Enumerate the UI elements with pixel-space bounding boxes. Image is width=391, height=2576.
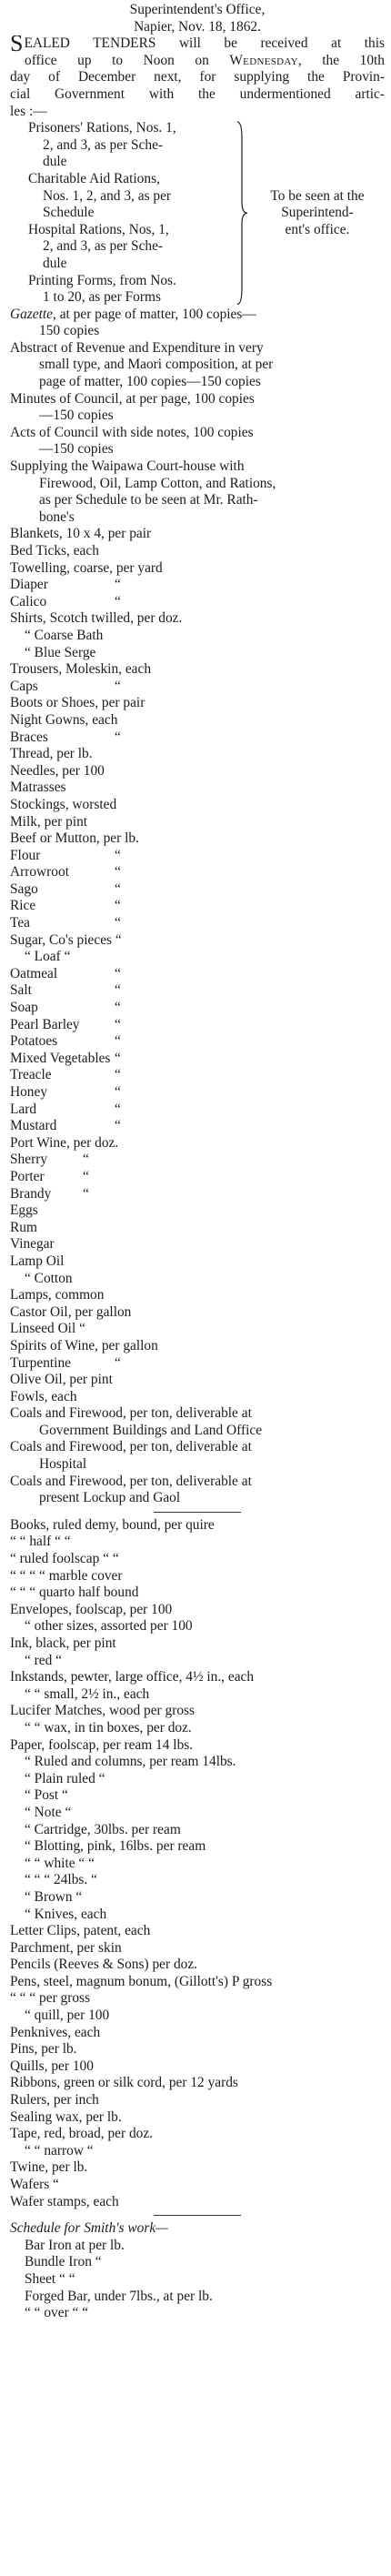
list-item-text: Books, ruled demy, bound, per quire (10, 1516, 215, 1533)
list-item-text: Lucifer Matches, wood per gross (10, 1703, 196, 1719)
ditto-mark: “ (115, 1101, 121, 1117)
ditto-mark: “ (115, 729, 121, 745)
list-item (10, 2075, 385, 2092)
ditto-mark: “ (115, 1354, 121, 1371)
section-divider (154, 1512, 241, 1513)
list-item (10, 1102, 385, 1119)
intro-line: cial Government with the undermentioned artic- (10, 86, 385, 102)
ditto-mark: “ (115, 864, 121, 880)
list-item-text: “ Loaf “ (25, 949, 71, 965)
bracket-item-line: Charitable Aid Rations, (28, 170, 160, 186)
list-item-text: Lamps, common (10, 1287, 105, 1303)
ditto-mark: “ (115, 678, 121, 694)
list-item-text: Towelling, coarse, per yard (10, 559, 163, 576)
intro-paragraph (10, 35, 385, 120)
list-item-text: Matrasses (10, 780, 66, 796)
list-item (10, 1771, 385, 1788)
list-item (10, 1822, 385, 1839)
list-item-text: Flour (10, 847, 41, 863)
list-item (10, 1534, 385, 1551)
list-item-text: —150 copies (39, 441, 114, 458)
list-item (10, 1202, 385, 1220)
ditto-mark: “ (115, 1067, 121, 1083)
list-item (10, 2007, 385, 2025)
bracket-item-line: 2, and 3, as per Sche- (43, 238, 164, 255)
bracket-left-column (28, 120, 234, 307)
list-item-text: “ Knives, each (25, 1906, 107, 1922)
list-item-text: Pencils (Reeves & Sons) per doz. (10, 1957, 198, 1973)
list-item (10, 1957, 385, 1974)
list-item (10, 661, 385, 679)
list-item (10, 949, 385, 966)
list-item-text: “ Note “ (25, 1804, 72, 1820)
list-item (10, 307, 385, 324)
list-item-text: 150 copies (39, 323, 100, 339)
list-item-text: “ Ruled and columns, per ream 14lbs. (25, 1754, 236, 1770)
list-item-text: Honey (10, 1084, 48, 1100)
list-item-text: Needles, per 100 (10, 762, 105, 779)
list-item (10, 594, 385, 611)
list-item (10, 2159, 385, 2177)
bracket-item-line: 1 to 20, as per Forms (43, 289, 161, 306)
ditto-mark: “ (115, 1000, 121, 1016)
list-item-text: Sealing wax, per lb. (10, 2108, 122, 2125)
list-item-text: Vinegar (10, 1236, 55, 1253)
list-item (10, 425, 385, 442)
list-item (10, 1669, 385, 1686)
list-item (10, 1220, 385, 1237)
list-item (10, 898, 385, 915)
list-item-text: Sherry (10, 1152, 48, 1168)
list-item (10, 1355, 385, 1373)
list-item (10, 1720, 385, 1737)
list-item (10, 1051, 385, 1068)
dateline: Napier, Nov. 18, 1862. (134, 18, 261, 35)
list-item (10, 1033, 385, 1051)
list-item (10, 441, 385, 458)
list-item-text: Caps (10, 678, 38, 694)
smith-schedule-list (10, 2238, 385, 2322)
list-item-text: “ Coarse Bath (25, 627, 104, 643)
list-item (10, 982, 385, 1000)
list-item-text: Boots or Shoes, per pair (10, 695, 145, 711)
list-item-text: “ “ “ quarto half bound (10, 1585, 139, 1601)
bracket-item-line: Schedule (43, 205, 95, 221)
list-item-text: Inkstands, pewter, large office, 4½ in., each (10, 1669, 255, 1685)
list-item-text: “ Brown “ (25, 1888, 83, 1905)
list-item (10, 695, 385, 712)
list-item-text: “ Blue Serge (25, 644, 96, 660)
list-item-text: Pins, per lb. (10, 2041, 77, 2058)
ditto-mark: “ (115, 847, 121, 863)
list-item (10, 797, 385, 814)
list-item-text: “ “ small, 2½ in., each (25, 1685, 150, 1702)
smith-item: Sheet “ “ (25, 2270, 75, 2287)
list-item (10, 323, 385, 340)
list-item (10, 966, 385, 983)
list-item-text: Acts of Council with side notes, 100 copies (10, 424, 254, 440)
list-item-text: Coals and Firewood, per ton, deliverable at (10, 1439, 252, 1455)
drop-cap: S (10, 35, 24, 53)
list-item-text: “ “ “ per gross (10, 1990, 91, 2007)
list-item-text: “ Blotting, pink, 16lbs. per ream (25, 1838, 206, 1855)
list-item (10, 830, 385, 848)
list-item (10, 1838, 385, 1856)
list-item-text: “ Plain ruled “ (25, 1770, 105, 1786)
list-item-text: “ “ white “ “ (25, 1855, 95, 1871)
list-item-text: Brandy (10, 1185, 52, 1202)
list-item (10, 1551, 385, 1568)
curly-brace-icon (234, 120, 250, 307)
list-item-text: Lamp Oil (10, 1253, 65, 1269)
list-item (10, 1169, 385, 1186)
intro-line: office up to Noon on Wednesday, the 10th (25, 52, 385, 68)
list-item (10, 679, 385, 696)
list-item (10, 1389, 385, 1406)
list-item-text: Sago (10, 880, 38, 897)
list-item (10, 915, 385, 932)
list-item (10, 763, 385, 780)
list-item (10, 1439, 385, 1456)
list-item-text: Firewood, Oil, Lamp Cotton, and Rations, (39, 475, 276, 491)
list-item (10, 712, 385, 730)
list-item-text: Treacle (10, 1067, 52, 1083)
list-item (10, 1186, 385, 1203)
list-item (10, 357, 385, 374)
list-item-text: “ “ narrow “ (25, 2142, 94, 2158)
intro-line: day of December next, for supplying the Provin- (10, 69, 385, 86)
provisions-list (10, 307, 385, 1507)
list-item-text: Hospital (39, 1456, 87, 1473)
list-item-text: “ “ “ 24lbs. “ (25, 1872, 97, 1888)
weekday-smallcaps: Wednesday (229, 52, 298, 68)
list-item (10, 2041, 385, 2058)
list-item (10, 1889, 385, 1907)
list-item-text: Soap (10, 1000, 38, 1016)
list-item (10, 509, 385, 527)
list-item (10, 1787, 385, 1805)
list-item-text: Arrowroot (10, 864, 69, 880)
bracket-note: ent's office. (285, 221, 350, 237)
list-item-text: Parchment, per skin (10, 1939, 122, 1956)
list-item-text: Shirts, Scotch twilled, per doz. (10, 610, 183, 627)
bracket-note: Superintend- (281, 205, 354, 221)
publication-name: Gazette (10, 306, 54, 322)
list-item (10, 1635, 385, 1653)
list-item-text: Coals and Firewood, per ton, deliverable at (10, 1405, 252, 1422)
list-item (10, 1686, 385, 1704)
list-item (10, 1474, 385, 1491)
list-item (10, 1990, 385, 2007)
list-item-text: Government Buildings and Land Office (39, 1422, 263, 1438)
list-item (10, 881, 385, 899)
section-divider (154, 2215, 241, 2216)
list-item-text: Thread, per lb. (10, 746, 93, 762)
smith-item: “ “ over “ “ (25, 2305, 89, 2321)
ditto-mark: “ (83, 1168, 89, 1184)
smith-schedule-heading: Schedule for Smith's work— (10, 2220, 168, 2237)
list-item-text: Ribbons, green or silk cord, per 12 yards (10, 2075, 238, 2091)
list-item (10, 1923, 385, 1940)
list-item (10, 492, 385, 509)
list-item-text: Wafers “ (10, 2177, 59, 2192)
bracket-item-line: 2, and 3, as per Sche- (43, 136, 164, 153)
list-item-text: “ Cotton (25, 1270, 73, 1286)
list-item (10, 1338, 385, 1355)
list-item (10, 1304, 385, 1322)
list-item-text: Mixed Vegetables (10, 1050, 111, 1066)
ditto-mark: “ (115, 982, 121, 999)
list-item-text: Sugar, Co's pieces “ (10, 931, 122, 948)
list-item-text: Pearl Barley (10, 1016, 80, 1032)
bracket-right-column (250, 120, 385, 307)
list-item (10, 476, 385, 493)
list-item (10, 1940, 385, 1957)
ditto-mark: “ (115, 1050, 121, 1066)
list-item (10, 2092, 385, 2109)
ditto-mark: “ (115, 593, 121, 609)
list-item-text: Blankets, 10 x 4, per pair (10, 526, 152, 542)
list-item-text: Penknives, each (10, 2024, 101, 2040)
list-item (10, 1118, 385, 1135)
list-item (10, 610, 385, 628)
stationery-list (10, 1517, 385, 2210)
list-item-text: Rum (10, 1219, 37, 1235)
list-item-text: “ Cartridge, 30lbs. per ream (25, 1821, 181, 1837)
list-item-text: Oatmeal (10, 965, 58, 981)
ditto-mark: “ (115, 898, 121, 914)
list-item (10, 746, 385, 763)
list-item-text: Port Wine, per doz. (10, 1134, 119, 1151)
list-item-text: “ other sizes, assorted per 100 (25, 1618, 193, 1635)
list-item (10, 1754, 385, 1771)
list-item (10, 374, 385, 391)
list-item (10, 2177, 385, 2194)
ditto-mark: “ (115, 1033, 121, 1050)
list-item (10, 2025, 385, 2042)
list-item (10, 1872, 385, 1889)
smith-item: Bar Iron at per lb. (25, 2237, 125, 2253)
list-item-text: , at per page of matter, 100 copies— (53, 306, 256, 322)
list-item-text: —150 copies (39, 408, 114, 424)
list-item-text: Linseed Oil “ (10, 1321, 85, 1337)
list-item (10, 408, 385, 425)
list-item (10, 628, 385, 645)
list-item-text: Calico (10, 593, 47, 609)
list-item-text: Quills, per 100 (10, 2058, 94, 2074)
list-item-text: Rice (10, 898, 36, 914)
bracket-item-line: Nos. 1, 2, and 3, as per (43, 187, 172, 204)
list-item-text: Milk, per pint (10, 813, 88, 830)
list-item-text: Olive Oil, per pint (10, 1372, 113, 1388)
list-item (10, 1271, 385, 1288)
list-item-text: Beef or Mutton, per lb. (10, 830, 139, 847)
list-item (10, 814, 385, 831)
list-item (10, 1287, 385, 1304)
list-item (10, 1703, 385, 1720)
list-item-text: Potatoes (10, 1033, 58, 1050)
list-item-text: Spirits of Wine, per gallon (10, 1337, 158, 1353)
list-item-text: Tea (10, 915, 30, 931)
list-item (10, 1084, 385, 1102)
smith-item: Forged Bar, under 7lbs., at per lb. (25, 2288, 213, 2304)
list-item-text: Abstract of Revenue and Expenditure in very (10, 339, 264, 356)
list-item (10, 1017, 385, 1034)
bracket-item-line: dule (43, 154, 67, 170)
list-item-text: Letter Clips, patent, each (10, 1923, 151, 1939)
list-item (10, 645, 385, 662)
list-item (10, 864, 385, 881)
list-item-text: present Lockup and Gaol (39, 1490, 181, 1506)
list-item-text: Trousers, Moleskin, each (10, 661, 152, 678)
list-item (10, 391, 385, 408)
list-item (10, 848, 385, 865)
list-item (10, 730, 385, 747)
list-item (10, 1253, 385, 1271)
list-item (10, 1152, 385, 1169)
list-item (10, 340, 385, 357)
bracket-item-line: Prisoners' Rations, Nos. 1, (28, 120, 176, 136)
list-item (10, 2143, 385, 2160)
list-item-text: Salt (10, 982, 32, 999)
smith-item: Bundle Iron “ (25, 2254, 102, 2270)
ditto-mark: “ (115, 915, 121, 931)
list-item (10, 543, 385, 560)
list-item-text: Turpentine (10, 1354, 71, 1371)
ditto-mark: “ (115, 1118, 121, 1134)
list-item-text: Tape, red, broad, per doz. (10, 2126, 154, 2142)
list-item (10, 1618, 385, 1635)
list-item (10, 1856, 385, 1873)
list-item (10, 1135, 385, 1152)
bracket-note: To be seen at the (270, 187, 365, 204)
list-item-text: Pens, steel, magnum bonum, (Gillott's) P gross (10, 1973, 273, 1989)
list-item-text: small type, and Maori composition, at per (39, 357, 274, 373)
list-item-text: “ “ “ “ marble cover (10, 1567, 123, 1584)
ditto-mark: “ (115, 880, 121, 897)
list-item-text: “ “ half “ “ (10, 1534, 71, 1550)
list-item-text: Supplying the Waipawa Court-house with (10, 458, 245, 475)
list-item-text: Eggs (10, 1202, 38, 1219)
list-item (10, 577, 385, 594)
office-heading: Superintendent's Office, (129, 2, 266, 17)
bracket-item-line: Printing Forms, from Nos. (28, 272, 176, 288)
list-item-text: Twine, per lb. (10, 2159, 88, 2176)
list-item (10, 1974, 385, 1991)
list-item (10, 2109, 385, 2127)
list-item-text: page of matter, 100 copies—150 copies (39, 374, 261, 390)
list-item-text: as per Schedule to be seen at Mr. Rath- (39, 492, 258, 508)
list-item-text: “ ruled foolscap “ “ (10, 1551, 119, 1567)
list-item (10, 1585, 385, 1602)
list-item-text: Paper, foolscap, per ream 14 lbs. (10, 1736, 194, 1753)
list-item (10, 2194, 385, 2211)
list-item (10, 1805, 385, 1822)
list-item-text: Diaper (10, 577, 48, 593)
list-item (10, 1000, 385, 1017)
ditto-mark: “ (115, 577, 121, 593)
ditto-mark: “ (83, 1185, 89, 1202)
list-item-text: Envelopes, foolscap, per 100 (10, 1601, 173, 1617)
list-item (10, 2126, 385, 2143)
list-item (10, 1456, 385, 1474)
list-item-text: Bed Ticks, each (10, 543, 99, 558)
list-item (10, 2058, 385, 2076)
list-item-text: “ Post “ (25, 1787, 68, 1804)
intro-line: EALED TENDERS will be received at this (24, 35, 385, 52)
list-item (10, 1602, 385, 1619)
list-item (10, 932, 385, 950)
list-item-text: “ quill, per 100 (25, 2007, 110, 2024)
list-item-text: Lard (10, 1101, 37, 1117)
list-item (10, 1653, 385, 1670)
list-item-text: Fowls, each (10, 1388, 77, 1404)
list-item (10, 1321, 385, 1338)
list-item-text: Braces (10, 729, 48, 745)
list-item (10, 1568, 385, 1585)
list-item (10, 1907, 385, 1924)
list-item (10, 1737, 385, 1755)
list-item (10, 560, 385, 578)
list-item (10, 1236, 385, 1253)
list-item (10, 1067, 385, 1084)
list-item-text: bone's (39, 508, 75, 525)
list-item-text: Night Gowns, each (10, 711, 118, 728)
list-item-text: Coals and Firewood, per ton, deliverable at (10, 1473, 252, 1489)
list-item-text: Minutes of Council, at per page, 100 copies (10, 390, 255, 407)
list-item-text: Rulers, per inch (10, 2092, 99, 2108)
list-item (10, 1372, 385, 1389)
list-item (10, 1490, 385, 1507)
list-item-text: “ “ wax, in tin boxes, per doz. (25, 1719, 192, 1736)
list-item-text: Ink, black, per pint (10, 1635, 116, 1651)
ditto-mark: “ (115, 965, 121, 981)
bracket-item-line: dule (43, 255, 67, 271)
list-item (10, 458, 385, 476)
ditto-mark: “ (115, 1016, 121, 1032)
list-item (10, 526, 385, 543)
ditto-mark: “ (83, 1152, 89, 1168)
list-item (10, 780, 385, 797)
intro-line: les :— (10, 103, 47, 119)
list-item-text: “ red “ (25, 1652, 63, 1668)
list-item-text: Wafer stamps, each (10, 2193, 119, 2209)
list-item-text: Porter (10, 1168, 45, 1184)
rations-bracket-table (28, 120, 385, 307)
list-item (10, 1405, 385, 1423)
list-item (10, 1517, 385, 1535)
list-item-text: Stockings, worsted (10, 796, 117, 812)
bracket-item-line: Hospital Rations, Nos, 1, (28, 221, 169, 237)
list-item (10, 1423, 385, 1440)
list-item-text: Mustard (10, 1118, 57, 1134)
list-item-text: Castor Oil, per gallon (10, 1303, 132, 1320)
ditto-mark: “ (115, 1084, 121, 1100)
